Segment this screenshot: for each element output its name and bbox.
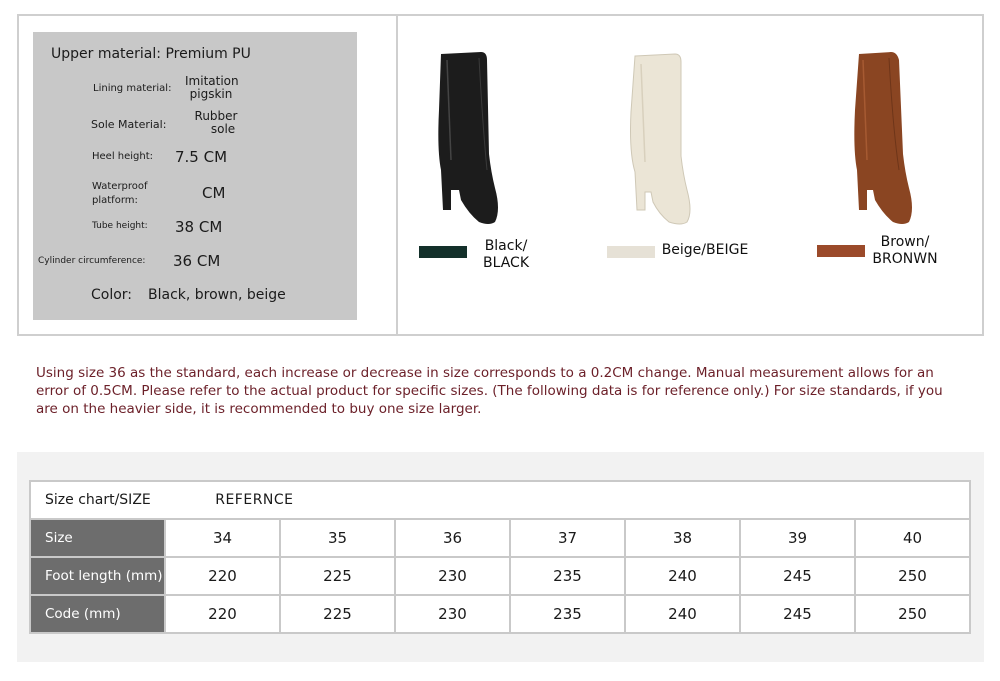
size-chart-title: Size chart/SIZE xyxy=(45,492,151,508)
waterproof-label-line2: platform: xyxy=(92,195,138,206)
foot-length-cell: 235 xyxy=(510,557,625,595)
size-chart-reference: REFERNCE xyxy=(215,492,294,508)
panel-divider xyxy=(396,16,398,334)
code-cell: 235 xyxy=(510,595,625,633)
black-label-line1: Black/ xyxy=(484,238,528,254)
tube-value: 38 CM xyxy=(175,218,223,236)
code-row xyxy=(30,595,970,633)
foot-length-cell: 220 xyxy=(165,557,280,595)
size-cell: 39 xyxy=(740,519,855,557)
foot-length-cell: 240 xyxy=(625,557,740,595)
size-cell: 35 xyxy=(280,519,395,557)
size-cell: 37 xyxy=(510,519,625,557)
lining-label: Lining material: xyxy=(93,83,172,94)
size-chart-table xyxy=(29,480,971,634)
size-cell: 36 xyxy=(395,519,510,557)
size-cell: 34 xyxy=(165,519,280,557)
product-spec-box xyxy=(17,14,984,336)
size-row-label: Size xyxy=(30,519,165,557)
tube-label: Tube height: xyxy=(92,221,148,231)
size-cell: 38 xyxy=(625,519,740,557)
sole-value-line2: sole xyxy=(210,122,236,136)
color-value: Black, brown, beige xyxy=(148,287,286,303)
cylinder-label: Cylinder circumference: xyxy=(38,256,146,266)
foot-length-cell: 230 xyxy=(395,557,510,595)
code-cell: 220 xyxy=(165,595,280,633)
foot-length-cell: 250 xyxy=(855,557,970,595)
brown-swatch xyxy=(817,245,865,257)
code-cell: 245 xyxy=(740,595,855,633)
heel-label: Heel height: xyxy=(92,151,154,162)
lining-value-line1: Imitation xyxy=(185,74,239,88)
sole-value-line1: Rubber xyxy=(194,109,238,123)
foot-length-row xyxy=(30,557,970,595)
foot-length-cell: 225 xyxy=(280,557,395,595)
cylinder-value: 36 CM xyxy=(173,252,221,270)
color-label: Color: xyxy=(91,287,133,303)
sole-value xyxy=(191,110,241,136)
lining-value xyxy=(185,75,237,101)
waterproof-value: CM xyxy=(202,184,226,202)
foot-length-row-label: Foot length (mm) xyxy=(30,557,165,595)
beige-boot-image xyxy=(619,52,699,233)
code-cell: 240 xyxy=(625,595,740,633)
size-chart-header-row xyxy=(30,481,970,519)
size-chart-header xyxy=(30,481,970,519)
lining-value-line2: pigskin xyxy=(189,87,233,101)
size-note: Using size 36 as the standard, each increase or decrease in size corresponds to a 0.2CM change. Manual measurement allows for an error of 0.5CM. Please refer to the actual product for specific sizes. (The following data is for reference only.) For size standards, if you are on the heavier side, it is recommended to buy one size larger. xyxy=(36,365,943,417)
size-row xyxy=(30,519,970,557)
code-row-label: Code (mm) xyxy=(30,595,165,633)
brown-boot-image xyxy=(847,50,927,231)
black-boot-image xyxy=(429,50,509,231)
brown-color-label xyxy=(867,234,943,268)
sole-label: Sole Material: xyxy=(91,118,167,131)
spec-panel xyxy=(33,32,357,320)
beige-swatch xyxy=(607,246,655,258)
code-cell: 250 xyxy=(855,595,970,633)
brown-label-line2: BRONWN xyxy=(872,251,938,267)
waterproof-label xyxy=(92,180,148,208)
upper-material: Upper material: Premium PU xyxy=(51,46,251,62)
black-swatch xyxy=(419,246,467,258)
heel-value: 7.5 CM xyxy=(175,148,228,166)
code-cell: 230 xyxy=(395,595,510,633)
black-color-label xyxy=(474,238,538,272)
black-label-line2: BLACK xyxy=(482,255,529,271)
brown-label-line1: Brown/ xyxy=(880,234,930,250)
beige-color-label: Beige/BEIGE xyxy=(661,242,749,258)
code-cell: 225 xyxy=(280,595,395,633)
waterproof-label-line1: Waterproof xyxy=(92,181,148,192)
foot-length-cell: 245 xyxy=(740,557,855,595)
size-cell: 40 xyxy=(855,519,970,557)
size-chart-area xyxy=(17,452,984,662)
